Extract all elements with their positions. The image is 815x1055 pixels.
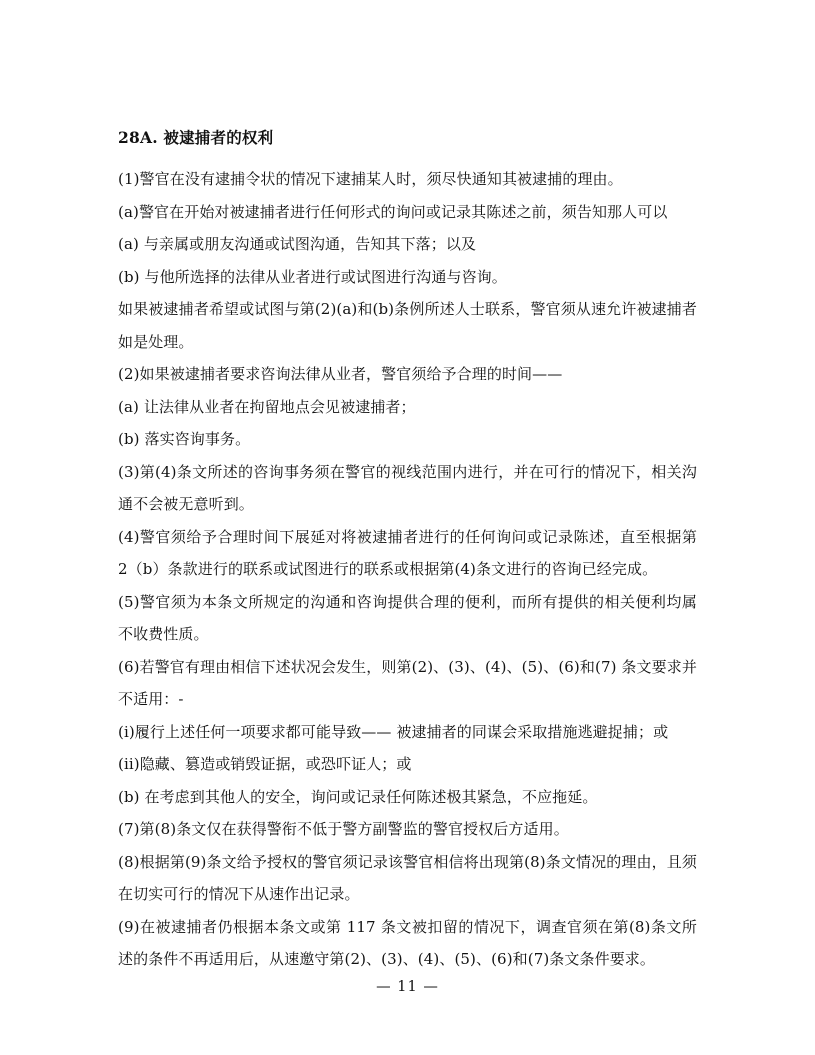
paragraph-15: (b) 在考虑到其他人的安全，询问或记录任何陈述极其紧急，不应拖延。	[118, 787, 598, 806]
paragraph-5: 如果被逮捕者希望或试图与第(2)(a)和(b)条例所述人士联系，警官须从速允许被逮捕者如是处理。	[118, 300, 697, 351]
page-number: — 11 —	[376, 979, 439, 995]
page-title: 28A. 被逮捕者的权利	[118, 128, 274, 147]
paragraph-17: (8)根据第(9)条文给予授权的警官须记录该警官相信将出现第(8)条文情况的理由，且须在切实可行的情况下从速作出记录。	[118, 852, 697, 904]
paragraph-12: (6)若警官有理由相信下述状况会发生，则第(2)、(3)、(4)、(5)、(6)和(7) 条文要求并不适用：-	[118, 657, 697, 709]
paragraph-4: (b) 与他所选择的法律从业者进行或试图进行沟通与咨询。	[118, 267, 507, 286]
paragraph-7: (a) 让法律从业者在拘留地点会见被逮捕者；	[118, 397, 416, 416]
paragraph-11: (5)警官须为本条文所规定的沟通和咨询提供合理的便利，而所有提供的相关便利均属不收费性质。	[118, 592, 697, 644]
paragraph-3: (a) 与亲属或朋友沟通或试图沟通，告知其下落；以及	[118, 235, 477, 254]
paragraph-13: (i)履行上述任何一项要求都可能导致—— 被逮捕者的同谋会采取措施逃避捉捕；或	[118, 722, 669, 741]
paragraph-8: (b) 落实咨询事务。	[118, 430, 251, 449]
paragraph-2: (a)警官在开始对被逮捕者进行任何形式的询问或记录其陈述之前，须告知那人可以	[118, 202, 668, 221]
paragraph-6: (2)如果被逮捕者要求咨询法律从业者，警官须给予合理的时间——	[118, 365, 563, 384]
paragraph-16: (7)第(8)条文仅在获得警衔不低于警方副警监的警官授权后方适用。	[118, 820, 569, 839]
paragraph-14: (ii)隐藏、篡造或销毁证据，或恐吓证人；或	[118, 755, 412, 774]
paragraph-18: (9)在被逮捕者仍根据本条文或第 117 条文被扣留的情况下，调查官须在第(8)条文所述的条件不再适用后，从速邀守第(2)、(3)、(4)、(5)、(6)和(7)条文条件要求。	[118, 917, 697, 969]
paragraph-1: (1)警官在没有逮捕令状的情况下逮捕某人时，须尽快通知其被逮捕的理由。	[118, 170, 623, 189]
paragraph-10: (4)警官须给予合理时间下展延对将被逮捕者进行的任何询问或记录陈述，直至根据第 2（b）条款进行的联系或试图进行的联系或根据第(4)条文进行的咨询已经完成。	[118, 527, 697, 579]
paragraph-9: (3)第(4)条文所述的咨询事务须在警官的视线范围内进行，并在可行的情况下，相关沟通不会被无意听到。	[118, 462, 697, 514]
